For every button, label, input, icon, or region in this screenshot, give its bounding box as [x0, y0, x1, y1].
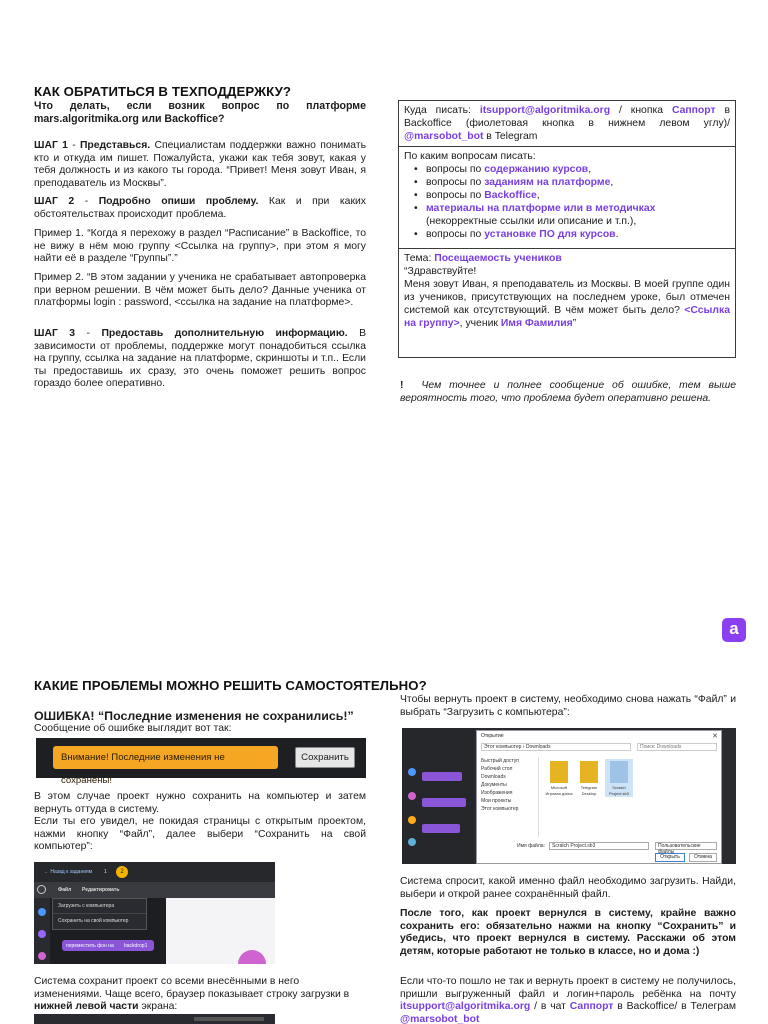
dialog-sidebar-item[interactable]: Документы	[481, 782, 507, 788]
accuracy-note	[400, 380, 736, 405]
dialog-sidebar	[481, 757, 539, 837]
example-cell	[399, 248, 735, 333]
section1-lead: Что делать, если возник вопрос по платформе mars.algoritmika.org или Backoffice?	[34, 100, 366, 125]
algoritmika-logo	[722, 618, 746, 642]
example-student-pre: , ученик	[459, 318, 498, 329]
fail-support: Саппорт	[569, 1001, 614, 1013]
back-to-tasks-link[interactable]: ← Назад к заданиям	[44, 869, 93, 875]
case-text-1: В этом случае проект нужно сохранить на компьютер и затем вернуть оттуда в систему.	[34, 791, 366, 815]
filename-label: Имя файла:	[517, 843, 545, 849]
file-label: Scratch Project.sb3	[608, 785, 629, 796]
dialog-sidebar-item[interactable]: Мои проекты	[481, 798, 512, 804]
step3-label: ШАГ 3	[34, 328, 76, 339]
error-intro: Сообщение об ошибке выглядит вот так:	[34, 723, 232, 734]
download-item	[194, 1017, 264, 1021]
unsaved-warning: Внимание! Последние изменения не сохранены!	[53, 746, 278, 769]
example-student: Имя Фамилия	[500, 318, 573, 329]
dialog-sidebar-item[interactable]: Изображения	[481, 790, 513, 796]
file-type-select[interactable]: Пользовательские файлы	[655, 842, 717, 850]
example-topic: Посещаемость учеников	[434, 253, 562, 264]
topic-item	[426, 163, 730, 176]
task-num-2: 2	[116, 866, 128, 878]
open-dialog	[476, 730, 722, 864]
topic-item	[426, 215, 730, 228]
topic-item	[426, 176, 730, 189]
topic-pre: вопросы по	[426, 177, 485, 188]
unsaved-banner-screenshot	[36, 738, 366, 786]
contact-where	[399, 101, 735, 146]
block-row-1	[422, 772, 462, 781]
topics-cell	[399, 146, 735, 248]
ask-text: Система спросит, какой именно файл необходимо загрузить. Найди, выбери и открой ранее сохранённый файл.	[400, 876, 736, 900]
task-num-1: 1	[104, 869, 107, 875]
step1-text: Специалистам поддержки важно понимать кто и откуда им пишет. Пожалуйста, укажи как тебя зовут, какая у тебя должность и из какого ты города. “Привет! Меня зовут Иван, я преподаватель из Москвы”.	[34, 140, 367, 189]
topic-item	[426, 189, 730, 202]
step2-paragraph: ШАГ 2 - Подробно опиши проблему. Как и при каких обстоятельствах происходит проблема.	[34, 196, 366, 220]
example2-paragraph: Пример 2. “В этом задании у ученика не срабатывает автопроверка при верном решении. В чём может быть дело? Данные ученика от платформы login : password, <ссылка на задание на платформе>.	[34, 272, 366, 309]
fail-text-main: Если что-то пошло не так и вернуть проект в систему не получилось, пришли выгруженный файл и логин+пароль ребёнка на почту	[400, 976, 736, 1000]
topic-pre: вопросы по	[426, 164, 485, 175]
error-title: ОШИБКА! “Последние изменения не сохранились!”	[34, 709, 354, 723]
saved-text-main: Система сохранит проект со всеми внесёнными в него изменениями. Чаще всего, браузер показывает строку загрузки в	[34, 976, 350, 1000]
telegram-bot-link[interactable]: @marsobot_bot	[404, 131, 484, 142]
screenshot-topbar	[34, 862, 275, 882]
backoffice-note: Backoffice (фиолетовая кнопка в нижнем левом углу)/	[404, 118, 730, 129]
cancel-button[interactable]: Отмена	[689, 853, 717, 862]
dialog-file-item[interactable]	[575, 759, 603, 797]
saved-text	[34, 976, 366, 1014]
support-email-link[interactable]: itsupport@algoritmika.org	[479, 105, 611, 116]
step3-paragraph: ШАГ 3 - Предоставь дополнительную информацию. В зависимости от проблемы, поддержке могут понадобиться ссылка на группу, ссылка на задание на платформе, скриншоты и т.п.. Если ты предоставишь их сразу, это очень поможет решить вопрос гораздо более оперативно.	[34, 328, 366, 390]
open-button[interactable]: Открыть	[655, 853, 685, 862]
where-in: в	[724, 105, 730, 116]
support-button-name: Саппорт	[671, 105, 716, 116]
fail-text	[400, 976, 736, 1024]
step2-text: Как и при каких обстоятельствах происходит проблема.	[34, 196, 366, 220]
dialog-sidebar-item[interactable]: Быстрый доступ	[481, 758, 519, 764]
where-label: Куда писать:	[404, 105, 471, 116]
step1-paragraph: ШАГ 1 - Представься. Специалистам поддержки важно понимать кто и откуда им пишет. Пожалуйста, укажи как тебя зовут, какая у тебя должность и из какого ты города. “Привет! Меня зовут Иван, я преподаватель из Москвы”.	[34, 140, 367, 189]
dialog-sidebar-item[interactable]: Downloads	[481, 774, 506, 780]
topic-post: ,	[610, 177, 614, 188]
sprite-shape	[238, 950, 266, 964]
contact-box	[398, 100, 736, 358]
block-value: backdrop1	[124, 943, 148, 949]
section1-heading: КАК ОБРАТИТЬСЯ В ТЕХПОДДЕРЖКУ?	[34, 84, 292, 99]
edit-menu[interactable]: Редактировать	[82, 887, 120, 893]
topics-list	[404, 163, 730, 241]
step2-title: Подробно опиши проблему.	[98, 196, 259, 207]
step3-title: Предоставь дополнительную информацию.	[101, 328, 348, 339]
filename-input[interactable]: Scratch Project.sb3	[549, 842, 649, 850]
category-dot-3	[408, 816, 416, 824]
topic-pre: (некорректные ссылки или описание и т.п.),	[426, 216, 637, 227]
saved-text-end: экрана:	[141, 1001, 178, 1013]
saved-text-bold: нижней левой части	[34, 1001, 139, 1013]
open-file-screenshot	[402, 728, 736, 864]
looks-category-dot[interactable]	[38, 930, 46, 938]
file-menu-screenshot	[34, 862, 275, 964]
dialog-path[interactable]: Этот компьютер › Downloads	[481, 743, 631, 751]
topic-pre: вопросы по	[426, 190, 485, 201]
topic-post: ,	[536, 190, 540, 201]
file-label: Telegram Desktop	[580, 785, 598, 796]
save-button[interactable]: Сохранить	[295, 747, 355, 768]
dialog-sidebar-item[interactable]: Этот компьютер	[481, 806, 519, 812]
topic-highlight: заданиям на платформе	[484, 177, 611, 188]
topic-label: Тема:	[404, 253, 432, 264]
fail-mid: / в чат	[534, 1001, 566, 1013]
right-intro: Чтобы вернуть проект в систему, необходимо снова нажать “Файл” и выбрать “Загрузить с компьютера”:	[400, 694, 736, 718]
code-block[interactable]	[62, 940, 154, 951]
topic-item	[426, 202, 730, 215]
topics-title: По каким вопросам писать:	[404, 151, 536, 162]
case-text-2: Если ты его увидел, не покидая страницы с открытым проектом, нажми кнопку “Файл”, далее выбери “Сохранить на свой компьютер”:	[34, 816, 366, 853]
dialog-search[interactable]: Поиск: Downloads	[637, 743, 717, 751]
category-dot-4	[408, 838, 416, 846]
warn-text: После того, как проект вернулся в систему, крайне важно сохранить его: обязательно нажми на кнопку “Сохранить” и убедись, что проект вернулся в систему. Расскажи об этом детям, которые работают не только в классе, но и дома :)	[400, 908, 736, 957]
topic-post: ,	[588, 164, 592, 175]
where-sep: / кнопка	[618, 105, 664, 116]
topic-item	[426, 228, 730, 241]
step3-text: В зависимости от проблемы, поддержке могут понадобиться ссылка на группу, ссылка на задание на платформе, скриншоты и т.п.. Если ты предоставишь их сразу, это очень поможет решить вопрос гораздо более оперативно.	[34, 328, 366, 390]
step1-label: ШАГ 1	[34, 140, 68, 151]
scratch-sidebar-bg	[402, 728, 474, 864]
example-group-link: <Ссылка на группу>	[404, 305, 730, 329]
example-end: ”	[572, 318, 577, 329]
file-dropdown	[52, 898, 147, 930]
category-sidebar	[34, 898, 50, 964]
download-bar-screenshot	[34, 1014, 275, 1024]
topic-highlight: содержанию курсов	[484, 164, 589, 175]
screenshot-menubar	[34, 882, 275, 898]
dialog-file-item[interactable]	[605, 759, 633, 797]
topic-post: .	[615, 229, 619, 240]
close-icon[interactable]: ✕	[712, 733, 718, 740]
script-area	[166, 898, 275, 964]
dialog-files	[545, 759, 715, 819]
note-text: Чем точнее и полнее сообщение об ошибке, тем выше вероятность того, что проблема будет оперативно решена.	[400, 380, 736, 404]
note-mark: !	[400, 380, 404, 391]
folder-icon	[550, 761, 568, 783]
fail-email-link[interactable]: itsupport@algoritmika.org	[400, 1001, 531, 1013]
category-dot-2	[408, 792, 416, 800]
dialog-sidebar-item[interactable]: Рабочий стол	[481, 766, 513, 772]
dialog-file-item[interactable]	[545, 759, 573, 797]
dialog-title: Открытие	[481, 733, 504, 739]
topic-pre: вопросы по	[426, 229, 485, 240]
load-from-computer-item[interactable]: Загрузить с компьютера	[53, 899, 146, 914]
block-row-2	[422, 798, 466, 807]
step2-label: ШАГ 2	[34, 196, 75, 207]
fail-bot-link[interactable]: @marsobot_bot	[400, 1013, 480, 1024]
fail-in: в Backoffice/ в Телеграм	[617, 1001, 737, 1013]
block-row-3	[422, 824, 460, 833]
telegram-label: в Telegram	[486, 131, 538, 142]
topic-highlight: установке ПО для курсов	[484, 229, 616, 240]
example1-paragraph: Пример 1. “Когда я перехожу в раздел “Расписание” в Backoffice, то не вижу в нём мою группу <Ссылка на группу>, при этом я могу найти её в разделе “Группы”.”	[34, 228, 366, 265]
file-menu[interactable]: Файл	[58, 887, 72, 893]
example-body: Меня зовут Иван, я преподаватель из Москвы. В моей группе один из учеников, присутствующих на последнем уроке, был отмечен системой как отсутствующий. В чём может быть дело?	[404, 279, 730, 316]
section2-heading: КАКИЕ ПРОБЛЕМЫ МОЖНО РЕШИТЬ САМОСТОЯТЕЛЬНО?	[34, 678, 427, 693]
category-dot-1	[408, 768, 416, 776]
save-to-computer-item[interactable]: Сохранить на свой компьютер	[58, 918, 129, 924]
example-greeting: “Здравствуйте!	[404, 266, 477, 277]
file-icon	[610, 761, 628, 783]
block-text: переместить фон на	[66, 943, 114, 949]
motion-category-dot[interactable]	[38, 908, 46, 916]
file-label: Microsoft Игровая доска	[545, 785, 573, 796]
sound-category-dot[interactable]	[38, 952, 46, 960]
topic-highlight: Backoffice	[484, 190, 537, 201]
folder-icon	[580, 761, 598, 783]
topic-highlight: материалы на платформе или в методичках	[426, 203, 656, 214]
logo-letter: a	[729, 619, 739, 638]
step1-title: Представься.	[79, 140, 151, 151]
globe-icon[interactable]	[37, 885, 46, 894]
